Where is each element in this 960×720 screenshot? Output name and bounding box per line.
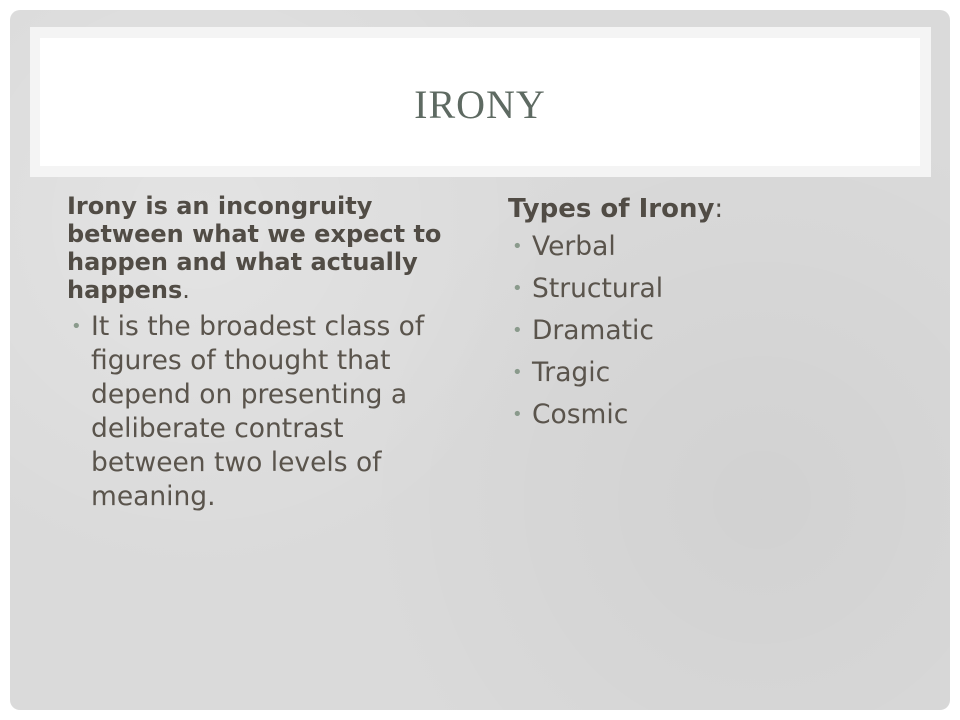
types-list	[508, 226, 908, 436]
types-heading	[508, 192, 908, 226]
bullet-text: It is the broadest class of figures of thought that depend on presenting a deliberate contrast between two levels of meaning.	[91, 311, 425, 512]
bullet-dot-icon: •	[512, 404, 523, 425]
bullet-dot-icon: •	[512, 236, 523, 257]
bullet-dot-icon: •	[71, 316, 82, 337]
type-label: Structural	[532, 273, 664, 304]
bullet-dot-icon: •	[512, 362, 523, 383]
type-label: Cosmic	[532, 399, 629, 430]
list-item	[508, 352, 908, 394]
title-band	[30, 27, 931, 177]
definition-text: Irony is an incongruity between what we expect to happen and what actually happens	[67, 192, 442, 304]
definition-paragraph	[67, 192, 462, 304]
left-column	[67, 182, 462, 514]
type-label: Tragic	[532, 357, 611, 388]
list-item	[508, 310, 908, 352]
definition-bullets	[67, 310, 462, 514]
slide-title: IRONY	[414, 81, 546, 127]
list-item	[508, 226, 908, 268]
list-item	[508, 268, 908, 310]
bullet-dot-icon: •	[512, 320, 523, 341]
type-label: Verbal	[532, 231, 616, 262]
title-box	[40, 38, 920, 166]
types-heading-text: Types of Irony	[508, 194, 715, 224]
list-item	[508, 394, 908, 436]
bullet-dot-icon: •	[512, 278, 523, 299]
type-label: Dramatic	[532, 315, 654, 346]
types-heading-colon: :	[714, 194, 724, 224]
definition-period: .	[182, 276, 190, 304]
right-column	[508, 182, 908, 436]
list-item	[67, 310, 462, 514]
slide	[10, 10, 950, 710]
